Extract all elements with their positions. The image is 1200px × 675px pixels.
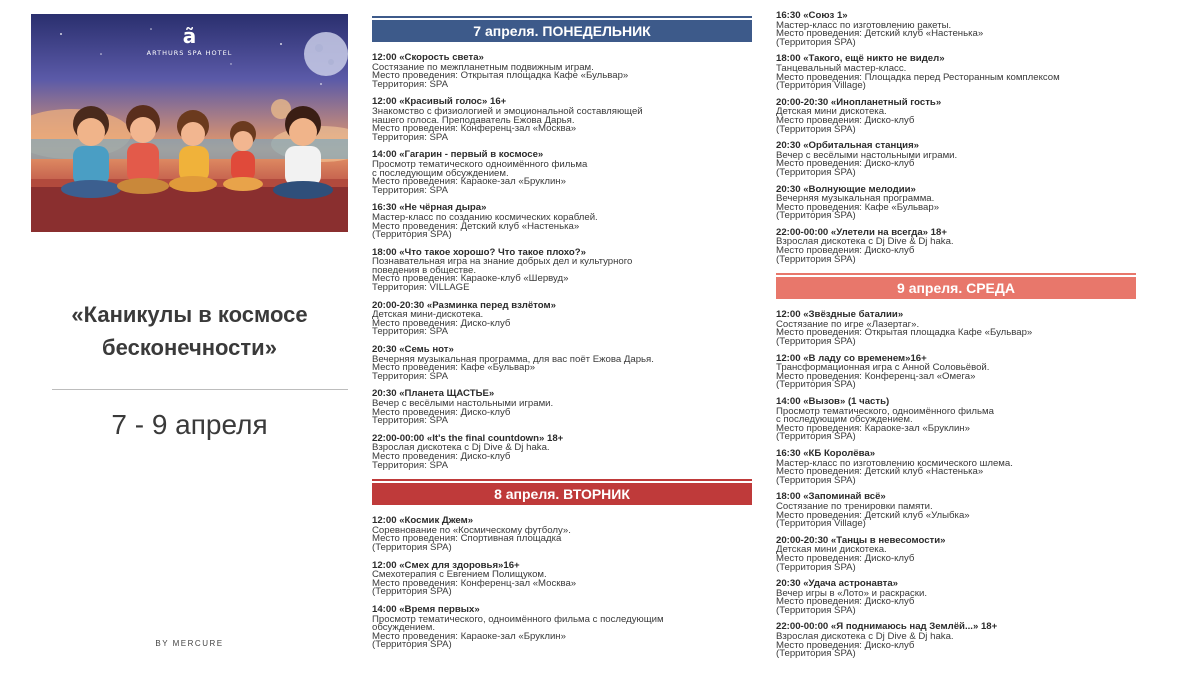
schedule-item (372, 151, 752, 195)
day-title: 9 апреля. СРЕДА (776, 277, 1136, 299)
schedule-item (372, 346, 752, 381)
day-title: 7 апреля. ПОНЕДЕЛЬНИК (372, 20, 752, 42)
event-time-title: 18:00 «Что такое хорошо? Что такое плохо?» (372, 246, 586, 258)
day-header-monday (372, 16, 752, 42)
event-detail-line: (Территория Village) (776, 518, 866, 530)
event-detail-line: Вечер с весёлыми настольными играми. (372, 398, 554, 409)
event-detail-line: Место проведения: Открытая площадка Кафе «Бульвар» (776, 327, 1033, 339)
schedule-item (776, 311, 1136, 346)
event-time-title: 12:00 «Скорость света» (372, 52, 484, 63)
event-detail-line: Взрослая дискотека с Dj Dive & Dj haka. (372, 442, 550, 454)
event-detail-line: обсуждением. (372, 622, 436, 634)
event-detail-line: Просмотр тематического, одноимённого фильма с последующим (372, 613, 664, 625)
event-detail-line: Место проведения: Открытая площадка Кафе «Бульвар» (372, 70, 629, 82)
schedule-item (776, 183, 1136, 222)
event-detail-line: Смехотерапия с Евгением Полищуком. (372, 569, 547, 581)
event-detail-line: Место проведения: Детский клуб «Настенька» (776, 28, 984, 40)
event-detail-line: Просмотр тематического одноимённого фильма (372, 158, 588, 170)
event-time-title: 14:00 «Гагарин - первый в космосе» (372, 149, 544, 161)
event-detail-line: Место проведения: Диско-клуб (776, 596, 915, 608)
schedule-item (372, 559, 752, 598)
schedule-item (776, 447, 1136, 486)
day-header-wednesday (776, 273, 1136, 299)
event-time-title: 22:00-00:00 «Я поднимаюсь над Землёй...» 18+ (776, 621, 998, 633)
event-detail-line: Место проведения: Караоке-зал «Бруклин» (372, 176, 566, 188)
event-detail-line: (Территория SPA) (776, 210, 856, 222)
event-detail-line: Трансформационная игра с Анной Соловьёвой. (776, 362, 990, 374)
hero-image (31, 14, 348, 232)
event-detail-line: (Территория SPA) (776, 36, 856, 48)
event-detail-line: (Территория SPA) (776, 431, 856, 443)
event-detail-line: Место проведения: Диско-клуб (776, 158, 915, 170)
event-detail-line: Территория: SPA (372, 415, 449, 427)
event-time-title: 18:00 «Запоминай всё» (776, 491, 886, 503)
schedule-item (776, 12, 1136, 47)
event-detail-line: (Территория SPA) (776, 123, 856, 135)
schedule-item (372, 432, 752, 471)
event-detail-line: Состязание по игре «Лазертаг». (776, 318, 920, 330)
event-detail-line: Территория: SPA (372, 78, 449, 90)
event-detail-line: Место проведения: Диско-клуб (372, 450, 511, 462)
divider (52, 389, 348, 390)
event-detail-line: Место проведения: Диско-клуб (372, 317, 511, 329)
event-detail-line: поведения в обществе. (372, 264, 476, 276)
hotel-logo-icon: ã (182, 24, 197, 48)
day-items-wednesday (776, 311, 1136, 659)
schedule-item (776, 96, 1136, 135)
event-time-title: 20:30 «Орбитальная станция» (776, 140, 919, 152)
event-detail-line: Мастер-класс по изготовлению космического шлема. (776, 457, 1013, 469)
event-detail-line: Место проведения: Диско-клуб (776, 552, 915, 564)
event-time-title: 16:30 «Не чёрная дыра» (372, 202, 487, 214)
day-items-monday (372, 54, 752, 470)
schedule-item (776, 55, 1136, 90)
event-time-title: 18:00 «Такого, ещё никто не видел» (776, 53, 945, 65)
event-detail-line: (Территория Village) (776, 80, 866, 92)
event-detail-line: Место проведения: Диско-клуб (776, 245, 915, 257)
event-detail-line: Территория: SPA (372, 131, 449, 143)
event-detail-line: Вечер с весёлыми настольными играми. (776, 149, 958, 161)
event-detail-line: (Территория SPA) (372, 639, 452, 651)
event-detail-line: (Территория SPA) (776, 379, 856, 391)
event-detail-line: Детская мини-дискотека. (372, 309, 484, 321)
event-detail-line: Территория: VILLAGE (372, 282, 470, 294)
event-title: «Каникулы в космосе бесконечности» (71, 302, 308, 360)
event-time-title: 16:30 «КБ Королёва» (776, 447, 876, 459)
event-time-title: 22:00-00:00 «Улетели на всегда» 18+ (776, 226, 947, 238)
schedule-item (776, 580, 1136, 615)
event-detail-line: Танцевальный мастер-класс. (776, 62, 907, 74)
event-detail-line: Знакомство с физиологией и эмоциональной составляющей (372, 105, 643, 117)
schedule-item (372, 98, 752, 142)
schedule-item (372, 246, 752, 294)
event-detail-line: Просмотр тематического, одноимённого фильма (776, 405, 994, 417)
event-detail-line: (Территория SPA) (776, 604, 856, 616)
event-detail-line: Состязание по тренировки памяти. (776, 500, 933, 512)
event-detail-line: Территория: SPA (372, 326, 449, 338)
event-time-title: 20:30 «Волнующие мелодии» (776, 183, 916, 195)
event-detail-line: (Территория SPA) (776, 474, 856, 486)
event-time-title: 14:00 «Время первых» (372, 603, 480, 615)
event-detail-line: Место проведения: Кафе «Бульвар» (372, 362, 536, 374)
schedule-item (372, 204, 752, 239)
schedule-item (372, 390, 752, 425)
event-detail-line: Место проведения: Диско-клуб (776, 114, 915, 126)
event-detail-line: (Территория SPA) (372, 541, 452, 553)
event-detail-line: (Территория SPA) (776, 166, 856, 178)
event-detail-line: с последующим обсуждением. (776, 414, 913, 426)
event-detail-line: Место проведения: Спортивная площадка (372, 533, 562, 545)
schedule-item (372, 517, 752, 552)
event-detail-line: Место проведения: Детский клуб «Настенька» (372, 220, 580, 232)
event-detail-line: Место проведения: Караоке-зал «Бруклин» (776, 422, 970, 434)
event-time-title: 20:00-20:30 «Инопланетный гость» (776, 96, 942, 108)
event-detail-line: с последующим обсуждением. (372, 167, 509, 179)
schedule-item (776, 534, 1136, 573)
event-detail-line: Место проведения: Конференц-зал «Москва» (372, 577, 577, 589)
byline: BY MERCURE (155, 639, 224, 648)
event-detail-line: Территория: SPA (372, 459, 449, 471)
event-detail-line: Мастер-класс по созданию космических кораблей. (372, 211, 598, 223)
schedule-item (776, 142, 1136, 177)
event-time-title: 22:00-00:00 «It's the final countdown» 18+ (372, 432, 564, 444)
event-detail-line: (Территория SPA) (372, 586, 452, 598)
event-detail-line: (Территория SPA) (372, 229, 452, 241)
event-time-title: 20:00-20:30 «Разминка перед взлётом» (372, 299, 556, 311)
event-time-title: 12:00 «Звёздные баталии» (776, 309, 904, 321)
schedule-column-right (776, 12, 1136, 667)
event-time-title: 20:30 «Удача астронавта» (776, 578, 899, 590)
event-detail-line: Место проведения: Кафе «Бульвар» (776, 201, 940, 213)
day-items-tuesday (372, 517, 752, 650)
hotel-name: ARTHURS SPA HOTEL (146, 49, 233, 57)
event-detail-line: Соревнование по «Космическому футболу». (372, 524, 571, 536)
event-detail-line: Мастер-класс по изготовлению ракеты. (776, 19, 952, 31)
event-detail-line: Место проведения: Караоке-зал «Бруклин» (372, 630, 566, 642)
schedule-item (776, 398, 1136, 442)
event-detail-line: нашего голоса. Преподаватель Ежова Дарья. (372, 114, 575, 126)
event-detail-line: Детская мини дискотека. (776, 106, 887, 118)
schedule-item (776, 226, 1136, 265)
event-detail-line: Территория: SPA (372, 184, 449, 196)
schedule-item (372, 603, 752, 651)
event-detail-line: (Территория SPA) (776, 253, 856, 265)
event-detail-line: Место проведения: Конференц-зал «Москва» (372, 123, 577, 135)
event-detail-line: Детская мини дискотека. (776, 544, 887, 556)
schedule-item (776, 623, 1136, 658)
event-detail-line: Место проведения: Конференц-зал «Омега» (776, 370, 976, 382)
event-time-title: 12:00 «Космик Джем» (372, 515, 474, 527)
schedule-column-middle (372, 16, 752, 659)
event-detail-line: (Территория SPA) (776, 336, 856, 348)
event-detail-line: Территория: SPA (372, 370, 449, 382)
schedule-item (776, 352, 1136, 391)
event-dates: 7 - 9 апреля (111, 409, 268, 440)
event-time-title: 20:30 «Планета ЩАСТЬЕ» (372, 388, 495, 400)
event-detail-line: Взрослая дискотека с Dj Dive & Dj haka. (776, 631, 954, 643)
event-time-title: 16:30 «Союз 1» (776, 10, 848, 21)
day-items-tuesday-continued (776, 12, 1136, 264)
event-detail-line: Вечерняя музыкальная программа, для вас поёт Ежова Дарья. (372, 353, 654, 365)
day-header-tuesday (372, 479, 752, 505)
schedule-item (372, 54, 752, 89)
event-time-title: 20:30 «Семь нот» (372, 344, 454, 356)
event-detail-line: (Территория SPA) (776, 648, 856, 660)
event-detail-line: Место проведения: Диско-клуб (372, 406, 511, 418)
event-time-title: 12:00 «Красивый голос» 16+ (372, 96, 507, 108)
event-detail-line: Место проведения: Детский клуб «Настенька» (776, 466, 984, 478)
event-detail-line: Взрослая дискотека с Dj Dive & Dj haka. (776, 236, 954, 248)
event-detail-line: Познавательная игра на знание добрых дел и культурного (372, 256, 633, 268)
day-title: 8 апреля. ВТОРНИК (372, 483, 752, 505)
event-detail-line: Место проведения: Площадка перед Ресторанным комплексом (776, 71, 1060, 83)
schedule-item (372, 299, 752, 338)
event-detail-line: (Территория SPA) (776, 561, 856, 573)
schedule-item (776, 493, 1136, 528)
event-time-title: 20:00-20:30 «Танцы в невесомости» (776, 534, 946, 546)
event-detail-line: Место проведения: Диско-клуб (776, 639, 915, 651)
event-time-title: 12:00 «Смех для здоровья»16+ (372, 559, 520, 571)
event-detail-line: Место проведения: Детский клуб «Улыбка» (776, 509, 970, 521)
event-time-title: 12:00 «В ладу со временем»16+ (776, 352, 927, 364)
event-detail-line: Место проведения: Караоке-клуб «Шервуд» (372, 273, 569, 285)
event-detail-line: Вечерняя музыкальная программа. (776, 193, 935, 205)
event-detail-line: Состязание по межпланетным подвижным играм. (372, 61, 594, 73)
event-time-title: 14:00 «Вызов» (1 часть) (776, 396, 890, 407)
event-detail-line: Вечер игры в «Лото» и раскраски. (776, 587, 928, 599)
